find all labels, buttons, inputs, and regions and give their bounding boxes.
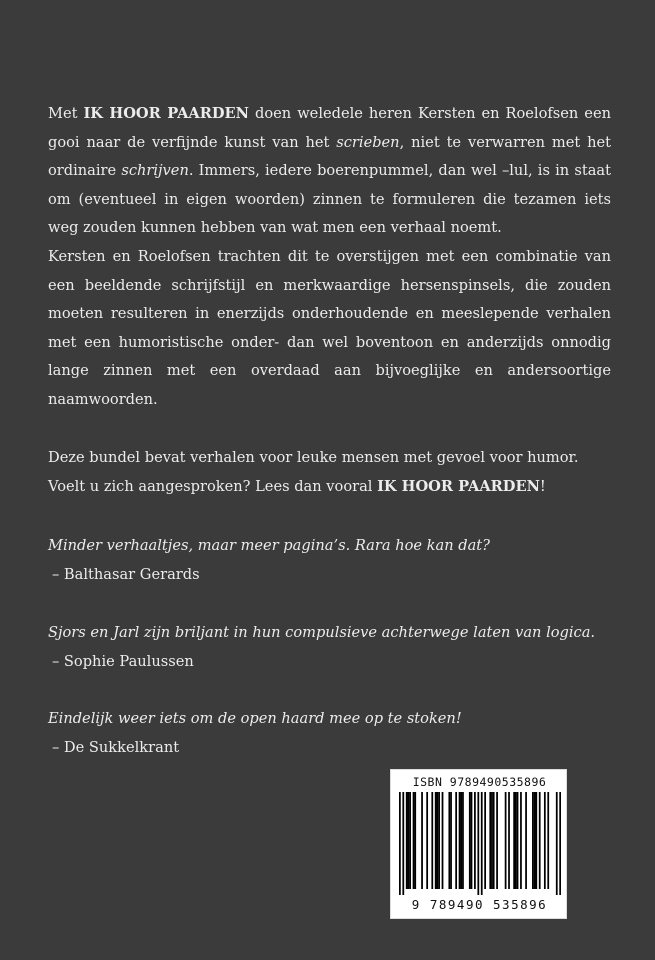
barcode-bar <box>471 792 473 889</box>
quote-author: – De Sukkelkrant <box>52 739 180 756</box>
quote-author: – Sophie Paulussen <box>52 653 194 670</box>
barcode-bar <box>517 792 519 889</box>
barcode-bar <box>534 792 536 889</box>
barcode-bar <box>474 792 476 889</box>
blurb-text: Deze bundel bevat verhalen voor leuke mensen met gevoel voor humor. Voelt u zich aangesproken? Lees dan vooral <box>48 449 579 495</box>
barcode-bar <box>477 792 479 895</box>
quote-text: Eindelijk weer iets om de open haard mee op te stoken! <box>48 710 462 727</box>
barcode-bar <box>489 792 491 889</box>
barcode-bar <box>481 792 483 895</box>
isbn-label: ISBN 9789490535896 <box>412 775 547 789</box>
barcode-bar <box>399 792 401 895</box>
blurb-text: doen weledele heren Kersten en Roelofsen een gooi naar de verfijnde kunst van het <box>48 105 611 151</box>
barcode-bar <box>535 792 537 889</box>
barcode-bar <box>435 792 437 889</box>
blurb-paragraph-3 <box>48 444 611 501</box>
barcode-bar <box>450 792 452 889</box>
quote-text: Sjors en Jarl zijn briljant in hun compulsieve achterwege laten van logica. <box>48 624 596 641</box>
barcode-bar <box>460 792 462 889</box>
barcode-bar <box>513 792 515 889</box>
barcode-bar <box>505 792 507 889</box>
barcode-bar <box>408 792 410 889</box>
barcode-bar <box>559 792 561 895</box>
book-title-bold: IK HOOR PAARDEN <box>377 477 540 495</box>
barcode-bar <box>413 792 415 889</box>
barcode-bar <box>462 792 464 889</box>
blurb-text: ! <box>539 477 546 495</box>
emphasis-schrijven: schrijven <box>121 162 189 180</box>
barcode-bar <box>448 792 450 889</box>
barcode-digits: 9 789490 535896 <box>411 897 548 912</box>
barcode-bar <box>426 792 428 889</box>
barcode-bar <box>556 792 558 895</box>
isbn-barcode <box>390 769 567 919</box>
quote-author: – Balthasar Gerards <box>52 566 200 583</box>
barcode-bar <box>438 792 440 889</box>
barcode-bar <box>508 792 510 889</box>
blurb-text: , niet te verwarren met het ordinaire <box>48 133 611 180</box>
barcode-bar <box>406 792 408 889</box>
blurb-text: Met <box>48 105 84 122</box>
barcode-bar <box>539 792 541 889</box>
review-quote <box>48 531 618 589</box>
barcode-bar <box>525 792 527 889</box>
barcode-bar <box>421 792 423 889</box>
quote-text: Minder verhaaltjes, maar meer pagina’s. Rara hoe kan dat? <box>48 537 490 554</box>
barcode-bar <box>414 792 416 889</box>
barcode-bar <box>409 792 411 889</box>
barcode-bar <box>493 792 495 889</box>
barcode-bar <box>532 792 534 889</box>
barcode-bar <box>484 792 486 889</box>
barcode-bar <box>455 792 457 889</box>
barcode-bar <box>496 792 498 889</box>
barcode-bar <box>547 792 549 889</box>
barcode-bar <box>459 792 461 889</box>
barcode-bar <box>469 792 471 889</box>
blurb-paragraph-1 <box>48 100 611 243</box>
blurb-text: . Immers, iedere boerenpummel, dan wel –lul, is in staat om (eventueel in eigen woorden) zinnen te formuleren die tezamen iets weg zouden kunnen hebben van wat men een verhaal noemt. <box>48 162 611 237</box>
barcode-bar <box>437 792 439 889</box>
barcode-bar <box>515 792 517 889</box>
barcode-bar <box>491 792 493 889</box>
barcode-bar <box>402 792 404 895</box>
barcode-bar <box>544 792 546 889</box>
review-quote <box>48 704 618 762</box>
barcode-bar <box>431 792 433 889</box>
book-title-bold: IK HOOR PAARDEN <box>83 105 250 122</box>
barcode-bar <box>442 792 444 889</box>
emphasis-scrieben: scrieben <box>336 133 400 151</box>
barcode-bars <box>399 792 561 895</box>
review-quote <box>48 618 618 676</box>
blurb-paragraph-2: Kersten en Roelofsen trachten dit te overstijgen met een combinatie van een beeldende schrijfstijl en merkwaardige hersenspinsels, die zouden moeten resulteren in enerzijds onderhoudende en meeslepende verhalen met een humoristische onder- dan wel boventoon en anderzijds onnodig lange zinnen met een overdaad aan bijvoeglijke en andersoortige naamwoorden. <box>48 248 611 408</box>
barcode-bar <box>520 792 522 889</box>
